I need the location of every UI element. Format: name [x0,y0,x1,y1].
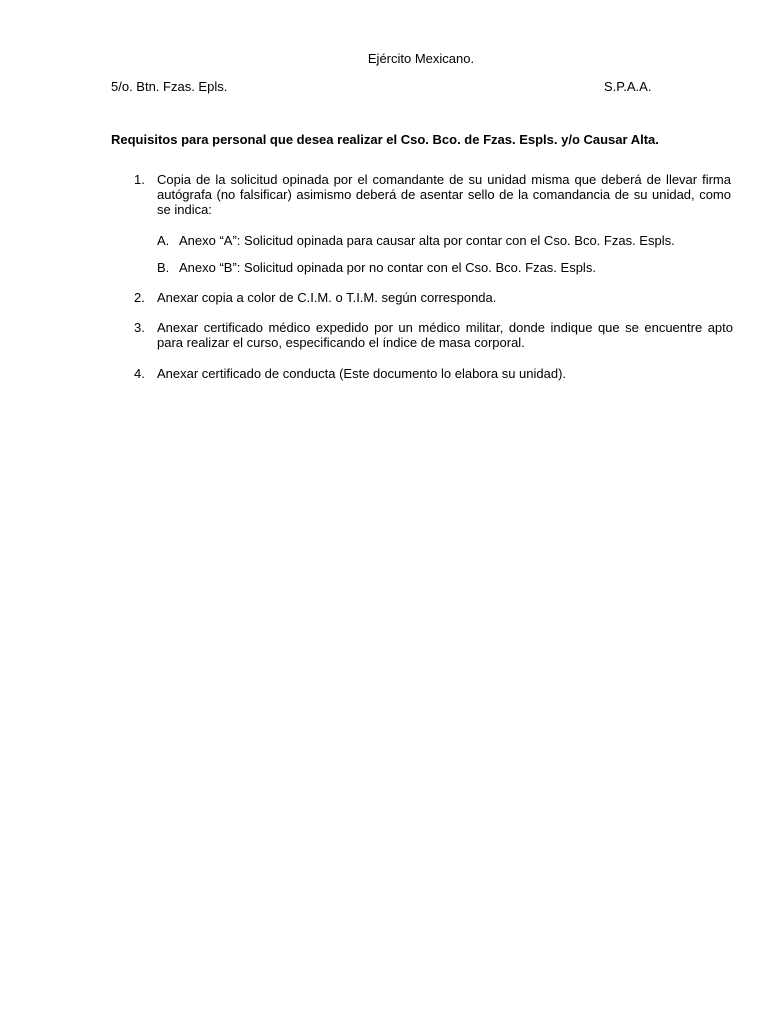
subitem-text: Anexo “A”: Solicitud opinada para causar alta por contar con el Cso. Bco. Fzas. Espls. [179,233,675,248]
subitem-letter: B. [157,260,170,275]
unit-label: 5/o. Btn. Fzas. Epls. [111,79,228,94]
subitem-letter: A. [157,233,170,248]
item-number: 1. [134,172,145,187]
item-number: 3. [134,320,145,335]
section-label: S.P.A.A. [604,79,652,94]
list-item-text: Anexar certificado médico expedido por un médico militar, donde indique que se encuentre apto para realizar el curso, especificando el índice de masa corporal. [157,320,733,350]
list-item-text: Anexar copia a color de C.I.M. o T.I.M. según corresponda. [157,290,497,305]
subitem-text: Anexo “B”: Solicitud opinada por no contar con el Cso. Bco. Fzas. Espls. [179,260,596,275]
list-item-text: Copia de la solicitud opinada por el comandante de su unidad misma que deberá de llevar firma autógrafa (no falsificar) asimismo deberá de asentar sello de la comandancia de su unidad, como se indica: [157,172,731,217]
list-item-text: Anexar certificado de conducta (Este documento lo elabora su unidad). [157,366,567,381]
item-number: 4. [134,366,145,381]
requirements-heading: Requisitos para personal que desea realizar el Cso. Bco. de Fzas. Espls. y/o Causar Alta. [111,132,659,147]
item-number: 2. [134,290,145,305]
document-title: Ejército Mexicano. [367,51,475,66]
